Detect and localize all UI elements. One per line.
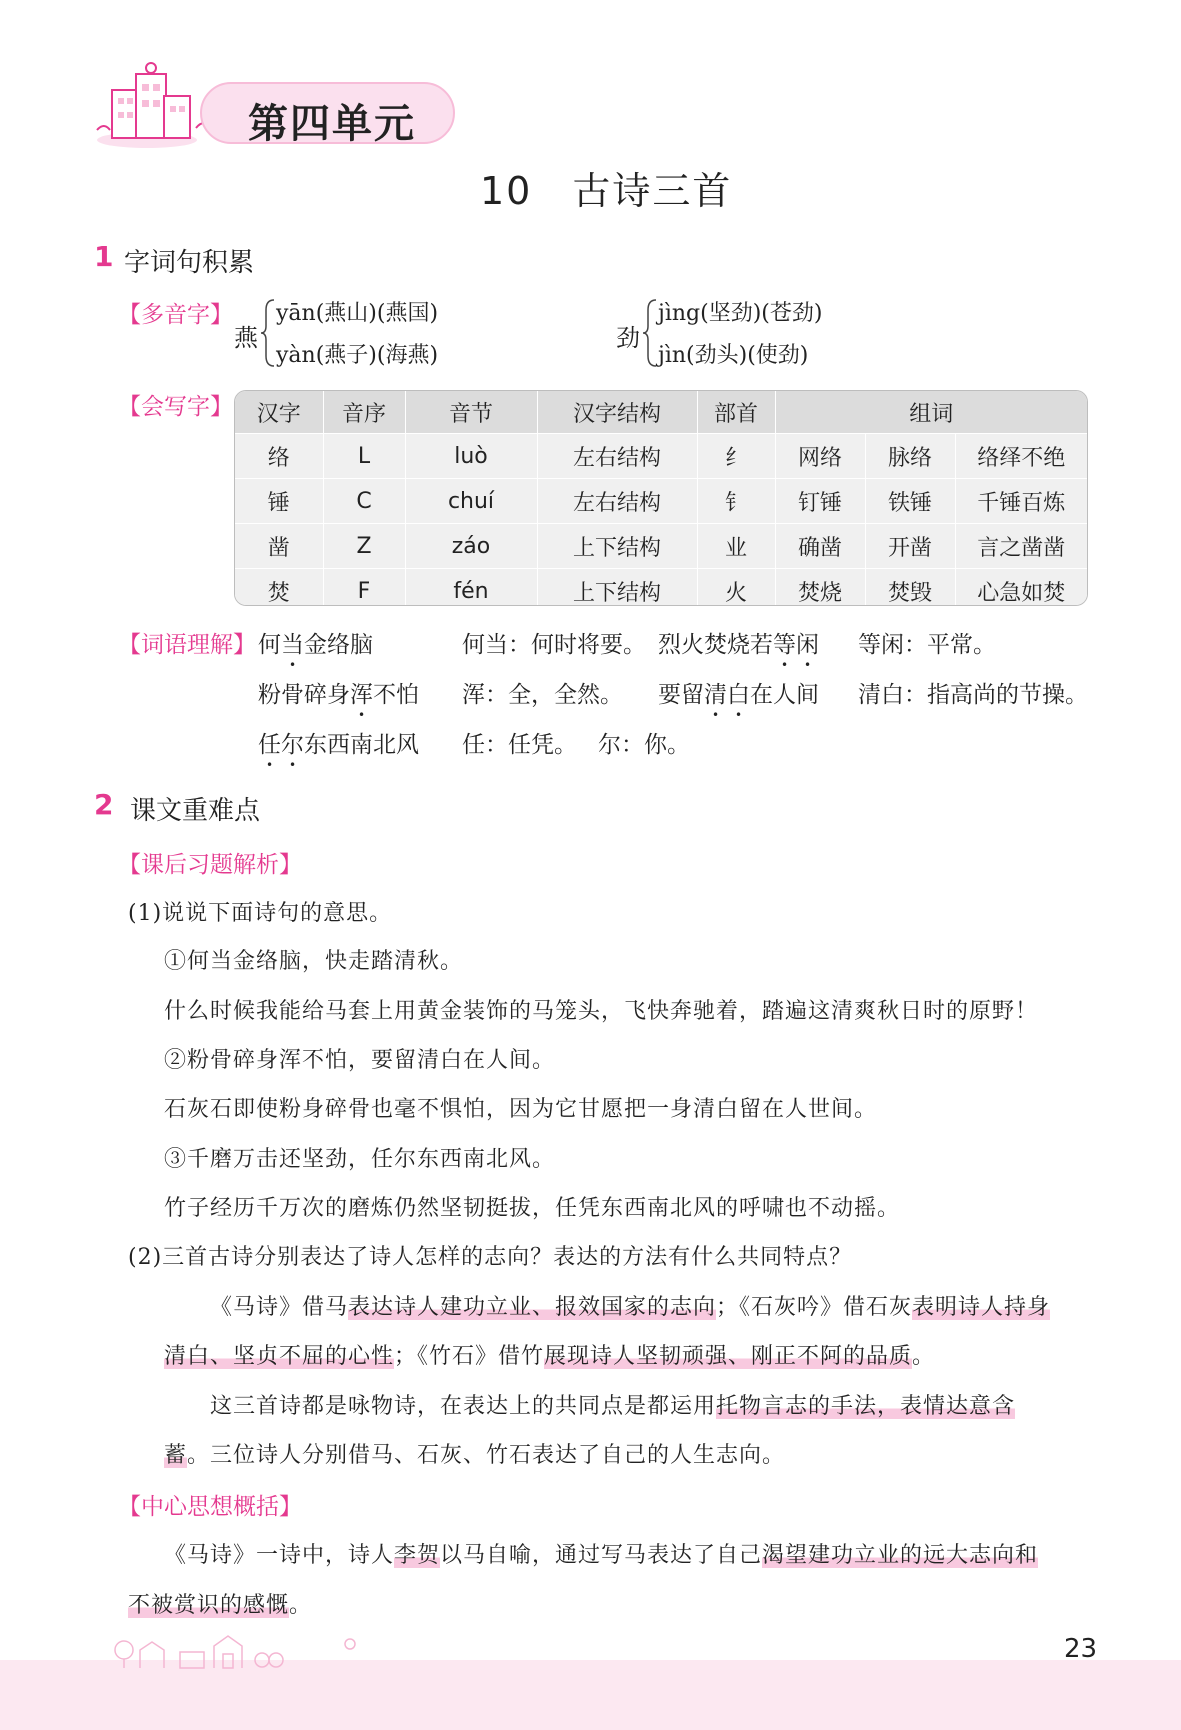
table-row: [235, 434, 1087, 479]
vocab-phrase: 粉骨碎身浑不怕: [258, 682, 419, 708]
table-cell: L: [323, 434, 405, 479]
table-cell: 焚毁: [865, 569, 955, 607]
table-cell: C: [323, 479, 405, 524]
answer-line: 清白、坚贞不屈的心性；《竹石》借竹展现诗人坚韧顽强、刚正不阿的品质。: [164, 1344, 936, 1369]
table-cell: 锤: [235, 479, 323, 524]
section-title: 课文重难点: [130, 796, 261, 826]
table-cell: fén: [405, 569, 537, 607]
table-cell: 左右结构: [537, 434, 697, 479]
poem-line: ③千磨万击还坚劲，任尔东西南北风。: [164, 1147, 556, 1172]
vocab-phrase: 烈火焚烧若等闲: [658, 632, 819, 658]
table-cell: 络绎不绝: [955, 434, 1087, 479]
vocab-meaning: 清白：指高尚的节操。: [858, 682, 1088, 708]
table-cell: F: [323, 569, 405, 607]
question-2: (2)三首古诗分别表达了诗人怎样的志向？表达的方法有什么共同特点？: [128, 1245, 853, 1270]
vocab-phrase: 任尔东西南北风: [258, 732, 419, 758]
table-cell: 上下结构: [537, 569, 697, 607]
table-header: 部首: [697, 391, 775, 434]
page-number: 23: [1064, 1634, 1098, 1664]
unit-title: 第四单元: [248, 101, 416, 147]
table-cell: 钅: [697, 479, 775, 524]
polyphonic-char: 劲: [616, 324, 640, 352]
polyphonic-reading: yàn(燕子)(海燕): [276, 343, 439, 368]
brace-icon: [260, 298, 276, 368]
vocab-meaning: 何当：何时将要。: [462, 632, 646, 658]
answer-line: 这三首诗都是咏物诗，在表达上的共同点是都运用托物言志的手法，表情达意含: [210, 1394, 1016, 1419]
table-cell: Z: [323, 524, 405, 569]
vocab-tag: 【词语理解】: [118, 632, 256, 658]
table-cell: záo: [405, 524, 537, 569]
table-cell: 焚: [235, 569, 323, 607]
poem-answer: 竹子经历千万次的磨炼仍然坚韧挺拔，任凭东西南北风的呼啸也不动摇。: [164, 1196, 901, 1221]
vocab-meaning: 等闲：平常。: [858, 632, 996, 658]
bottom-band: [0, 1660, 1181, 1730]
section-number: 2: [94, 788, 114, 821]
poem-line: ②粉骨碎身浑不怕，要留清白在人间。: [164, 1048, 556, 1073]
table-cell: 脉络: [865, 434, 955, 479]
table-cell: 网络: [775, 434, 865, 479]
section-title: 字词句积累: [124, 248, 255, 278]
vocab-meaning: 任：任凭。: [462, 732, 577, 758]
table-cell: 业: [697, 524, 775, 569]
poem-answer: 什么时候我能给马套上用黄金装饰的马笼头，飞快奔驰着，踏遍这清爽秋日时的原野！: [164, 999, 1039, 1024]
table-cell: 铁锤: [865, 479, 955, 524]
answer-line: 蓄。三位诗人分别借马、石灰、竹石表达了自己的人生志向。: [164, 1443, 786, 1468]
polyphonic-reading: jìng(坚劲)(苍劲): [658, 301, 823, 326]
table-row: [235, 524, 1087, 569]
vocab-phrase: 何当金络脑: [258, 632, 373, 658]
poem-line: ①何当金络脑，快走踏清秋。: [164, 949, 464, 974]
theme-line: 不被赏识的感慨。: [128, 1593, 313, 1618]
section-number: 1: [94, 240, 114, 273]
table-cell: 开凿: [865, 524, 955, 569]
exercise-tag: 【课后习题解析】: [118, 852, 302, 878]
table-header: 组词: [775, 391, 1087, 434]
table-cell: 钉锤: [775, 479, 865, 524]
theme-line: 《马诗》一诗中，诗人李贺以马自喻，通过写马表达了自己渴望建功立业的远大志向和: [164, 1543, 1039, 1568]
poem-answer: 石灰石即使粉身碎骨也毫不惧怕，因为它甘愿把一身清白留在人世间。: [164, 1097, 878, 1122]
table-cell: 心急如焚: [955, 569, 1087, 607]
polyphonic-tag: 【多音字】: [118, 302, 233, 328]
table-header: 汉字结构: [537, 391, 697, 434]
table-cell: chuí: [405, 479, 537, 524]
table-row: [235, 479, 1087, 524]
polyphonic-char: 燕: [234, 324, 258, 352]
theme-tag: 【中心思想概括】: [118, 1494, 302, 1520]
table-header: 汉字: [235, 391, 323, 434]
writing-table: [234, 390, 1088, 606]
brace-icon: [642, 298, 658, 368]
table-cell: 上下结构: [537, 524, 697, 569]
polyphonic-reading: yān(燕山)(燕国): [276, 301, 439, 326]
question-1: (1)说说下面诗句的意思。: [128, 901, 393, 926]
table-cell: 言之凿凿: [955, 524, 1087, 569]
table-cell: 络: [235, 434, 323, 479]
table-cell: 千锤百炼: [955, 479, 1087, 524]
table-cell: 左右结构: [537, 479, 697, 524]
table-header: 音序: [323, 391, 405, 434]
table-cell: 火: [697, 569, 775, 607]
table-cell: 凿: [235, 524, 323, 569]
table-cell: luò: [405, 434, 537, 479]
writing-tag: 【会写字】: [118, 394, 233, 420]
table-cell: 确凿: [775, 524, 865, 569]
answer-line: 《马诗》借马表达诗人建功立业、报效国家的志向；《石灰吟》借石灰表明诗人持身: [210, 1295, 1051, 1320]
table-cell: 焚烧: [775, 569, 865, 607]
polyphonic-reading: jìn(劲头)(使劲): [658, 343, 809, 368]
table-cell: 纟: [697, 434, 775, 479]
lesson-title: 10 古诗三首: [480, 169, 733, 213]
vocab-phrase: 要留清白在人间: [658, 682, 819, 708]
vocab-meaning: 尔：你。: [598, 732, 690, 758]
table-row: [235, 569, 1087, 607]
vocab-meaning: 浑：全，全然。: [462, 682, 623, 708]
town-illustration: [110, 1630, 370, 1670]
table-header: 音节: [405, 391, 537, 434]
